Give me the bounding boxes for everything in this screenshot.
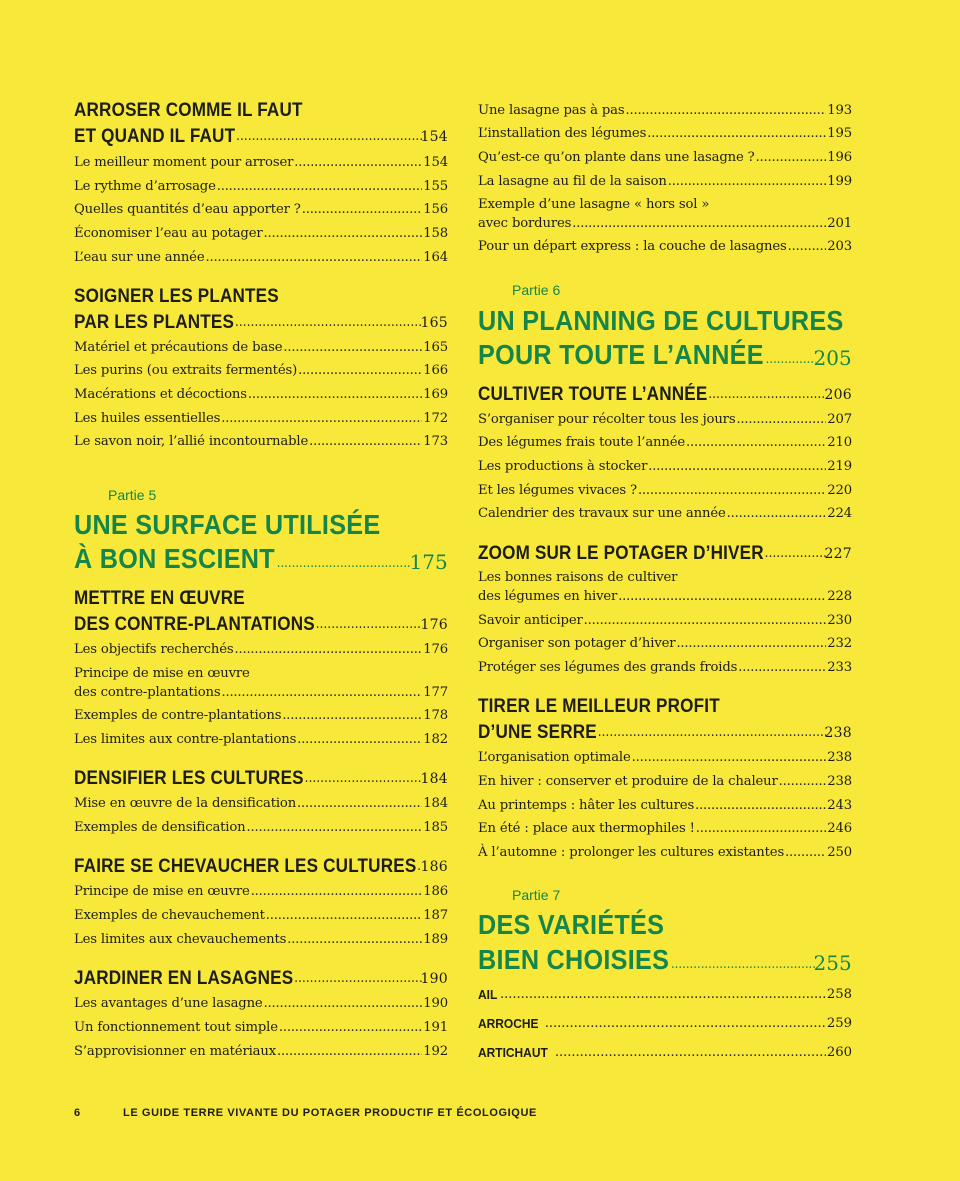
entry-label: Principe de mise en œuvre: [74, 884, 250, 899]
page-number: 224: [827, 506, 852, 521]
entry-label: L’eau sur une année: [74, 250, 205, 265]
toc-entry[interactable]: [478, 457, 852, 477]
section-title-companion: METTRE EN ŒUVRE: [74, 588, 245, 609]
toc-entry[interactable]: [478, 796, 852, 816]
page-number: 173: [423, 434, 448, 449]
toc-section-entry[interactable]: [74, 311, 448, 335]
page-number: 192: [423, 1044, 448, 1059]
page-number: 155: [423, 179, 448, 194]
page-number: 187: [423, 908, 448, 923]
entry-label: Une lasagne pas à pas: [478, 103, 625, 118]
page-number: 191: [423, 1020, 448, 1035]
toc-entry[interactable]: [74, 409, 448, 429]
toc-part-entry[interactable]: [74, 542, 448, 576]
page-number: 203: [827, 239, 852, 254]
toc-section-entry[interactable]: [74, 967, 448, 991]
entry-label: Exemples de densification: [74, 820, 246, 835]
entry-label: Des légumes frais toute l’année: [478, 435, 686, 450]
page-number: 207: [827, 412, 852, 427]
page-number: 238: [824, 725, 852, 741]
page-number: 186: [420, 859, 449, 875]
page-number: 176: [423, 642, 448, 657]
toc-entry[interactable]: [478, 819, 852, 839]
entry-label: Un fonctionnement tout simple: [74, 1020, 278, 1035]
section-title-line: PAR LES PLANTES: [74, 312, 235, 333]
toc-entry[interactable]: [74, 200, 448, 220]
page-number: 166: [423, 363, 448, 378]
toc-entry[interactable]: [478, 148, 852, 168]
page-number: 210: [827, 435, 852, 450]
toc-entry[interactable]: [74, 706, 448, 726]
page-number: 165: [423, 340, 448, 355]
page-number: 259: [826, 1016, 852, 1031]
page-number: 172: [423, 411, 448, 426]
page-number: 201: [827, 216, 852, 231]
page-number: 246: [827, 821, 852, 836]
page-number: 243: [827, 798, 852, 813]
page-number: 258: [826, 987, 852, 1002]
part-title-line: UN PLANNING DE CULTURES: [478, 305, 844, 336]
toc-entry[interactable]: [478, 172, 852, 192]
entry-label: Exemples de chevauchement: [74, 908, 265, 923]
page-number: 199: [827, 174, 852, 189]
entry-label: S’approvisionner en matériaux: [74, 1044, 277, 1059]
toc-entry[interactable]: [478, 237, 852, 257]
entry-label: Quelles quantités d’eau apporter ?: [74, 202, 301, 217]
entry-label: À l’automne : prolonger les cultures existantes: [478, 845, 785, 860]
entry-label: Les limites aux chevauchements: [74, 932, 287, 947]
page-number: 196: [827, 150, 852, 165]
page-number: 227: [824, 546, 852, 562]
entry-label: S’organiser pour récolter tous les jours: [478, 412, 736, 427]
toc-section-entry[interactable]: [74, 613, 448, 637]
entry-label: En été : place aux thermophiles !: [478, 821, 695, 836]
page-number: 189: [423, 932, 448, 947]
toc-entry[interactable]: [74, 248, 448, 268]
entry-label: des contre-plantations: [74, 685, 221, 700]
toc-entry[interactable]: [478, 410, 852, 430]
entry-label: Organiser son potager d’hiver: [478, 636, 676, 651]
page-number: 185: [423, 820, 448, 835]
part-title-line: UNE SURFACE UTILISÉE: [74, 509, 381, 540]
toc-entry[interactable]: [74, 432, 448, 452]
page-number: 154: [423, 155, 448, 170]
entry-label: Les objectifs recherchés: [74, 642, 234, 657]
entry-label: Matériel et précautions de base: [74, 340, 283, 355]
page-number: 190: [420, 971, 448, 987]
page-number: 169: [423, 387, 448, 402]
entry-label: Les huiles essentielles: [74, 411, 221, 426]
toc-entry[interactable]: [74, 906, 448, 926]
entry-label: Calendrier des travaux sur une année: [478, 506, 726, 521]
section-title-line: ET QUAND IL FAUT: [74, 126, 236, 147]
section-title-line: DENSIFIER LES CULTURES: [74, 768, 304, 789]
page-number: 205: [813, 346, 852, 370]
toc-entry[interactable]: [478, 101, 852, 121]
toc-section-entry[interactable]: [478, 721, 852, 745]
page-number: 228: [827, 589, 852, 604]
toc-entry[interactable]: [478, 587, 852, 607]
page-number: 186: [423, 884, 448, 899]
toc-entry[interactable]: [74, 640, 448, 660]
page-number: 230: [827, 613, 852, 628]
vegetable-label: AIL: [478, 987, 498, 1002]
page-number: 156: [423, 202, 448, 217]
part-label: Partie 7: [512, 887, 561, 903]
entry-label: Les limites aux contre-plantations: [74, 732, 297, 747]
entry-label: Le rythme d’arrosage: [74, 179, 216, 194]
toc-entry[interactable]: [478, 658, 852, 678]
entry-label: Et les légumes vivaces ?: [478, 483, 637, 498]
vegetable-label: ARTICHAUT: [478, 1045, 548, 1060]
page-number: 164: [423, 250, 448, 265]
page-number: 154: [420, 129, 448, 145]
page-number: 177: [423, 685, 448, 700]
page-number: 233: [827, 660, 852, 675]
entry-label: des légumes en hiver: [478, 589, 618, 604]
entry-label: Les avantages d’une lasagne: [74, 996, 263, 1011]
entry-label: Macérations et décoctions: [74, 387, 247, 402]
page-number: 238: [827, 774, 852, 789]
page-number: 193: [827, 103, 852, 118]
toc-entry[interactable]: [74, 338, 448, 358]
page-number: 238: [827, 750, 852, 765]
toc-vegetable-entry[interactable]: [478, 1043, 852, 1063]
toc-part-entry[interactable]: [478, 943, 852, 977]
toc-entry[interactable]: [478, 214, 852, 234]
page-number: 206: [824, 387, 852, 403]
page-number-footer: 6: [74, 1107, 81, 1119]
part-title-line: À BON ESCIENT: [74, 543, 275, 574]
page-number: 190: [423, 996, 448, 1011]
entry-label-line: Principe de mise en œuvre: [74, 666, 250, 681]
entry-label: L’installation des légumes: [478, 126, 647, 141]
part-label: Partie 5: [108, 487, 157, 503]
entry-label-line: Exemple d’une lasagne « hors sol »: [478, 197, 710, 212]
toc-entry[interactable]: [74, 882, 448, 902]
toc-entry[interactable]: [478, 504, 852, 524]
entry-label: En hiver : conserver et produire de la chaleur: [478, 774, 778, 789]
toc-entry[interactable]: [74, 1018, 448, 1038]
toc-vegetable-entry[interactable]: [478, 985, 852, 1005]
page-number: 182: [423, 732, 448, 747]
toc-entry[interactable]: [74, 224, 448, 244]
section-title-line: JARDINER EN LASAGNES: [74, 968, 294, 989]
section-title-line: CULTIVER TOUTE L’ANNÉE: [478, 384, 708, 405]
page-number: 184: [423, 796, 448, 811]
entry-label: L’organisation optimale: [478, 750, 631, 765]
vegetable-label: ARROCHE: [478, 1016, 539, 1031]
page-number: 195: [827, 126, 852, 141]
toc-part-entry[interactable]: [478, 338, 852, 372]
page-number: 165: [420, 315, 448, 331]
page-number: 232: [827, 636, 852, 651]
toc-section-entry[interactable]: [74, 767, 448, 791]
running-title: LE GUIDE TERRE VIVANTE DU POTAGER PRODUCTIF ET ÉCOLOGIQUE: [123, 1107, 537, 1119]
part-title-line: BIEN CHOISIES: [478, 944, 670, 975]
entry-label: Qu’est-ce qu’on plante dans une lasagne ?: [478, 150, 755, 165]
entry-label: avec bordures: [478, 216, 572, 231]
page-number: 176: [420, 617, 448, 633]
entry-label: Les purins (ou extraits fermentés): [74, 363, 298, 378]
entry-label: Les productions à stocker: [478, 459, 648, 474]
entry-label: Le savon noir, l’allié incontournable: [74, 434, 309, 449]
toc-section-entry[interactable]: [478, 542, 852, 566]
toc-entry[interactable]: [74, 818, 448, 838]
section-title-watering: ARROSER COMME IL FAUT: [74, 100, 303, 121]
toc-entry[interactable]: [74, 930, 448, 950]
toc-entry[interactable]: [74, 177, 448, 197]
page-number: 260: [826, 1045, 852, 1060]
part-label: Partie 6: [512, 282, 561, 298]
entry-label: Au printemps : hâter les cultures: [478, 798, 695, 813]
entry-label: Protéger ses légumes des grands froids: [478, 660, 738, 675]
toc-entry[interactable]: [74, 1042, 448, 1062]
entry-label: Le meilleur moment pour arroser: [74, 155, 294, 170]
toc-entry[interactable]: [74, 730, 448, 750]
entry-label-line: Les bonnes raisons de cultiver: [478, 570, 678, 585]
entry-label: La lasagne au fil de la saison: [478, 174, 667, 189]
page-number: 220: [827, 483, 852, 498]
toc-section-entry[interactable]: [478, 383, 852, 407]
entry-label: Mise en œuvre de la densification: [74, 796, 297, 811]
page-number: 158: [423, 226, 448, 241]
section-title-greenhouse: TIRER LE MEILLEUR PROFIT: [478, 696, 720, 717]
page-number: 178: [423, 708, 448, 723]
toc-section-entry[interactable]: [74, 855, 448, 879]
entry-label: Exemples de contre-plantations: [74, 708, 282, 723]
part-title-line: POUR TOUTE L’ANNÉE: [478, 339, 764, 370]
entry-label: Savoir anticiper: [478, 613, 583, 628]
toc-entry[interactable]: [478, 124, 852, 144]
toc-entry[interactable]: [478, 772, 852, 792]
toc-section-entry[interactable]: [74, 125, 448, 149]
page-number: 175: [409, 550, 448, 574]
toc-entry[interactable]: [478, 611, 852, 631]
toc-entry[interactable]: [74, 794, 448, 814]
section-title-line: FAIRE SE CHEVAUCHER LES CULTURES: [74, 856, 417, 877]
toc-entry[interactable]: [478, 748, 852, 768]
page-number: 219: [827, 459, 852, 474]
section-title-plant-care: SOIGNER LES PLANTES: [74, 286, 279, 307]
toc-entry[interactable]: [74, 361, 448, 381]
page-number: 184: [420, 771, 448, 787]
entry-label: Pour un départ express : la couche de lasagnes: [478, 239, 787, 254]
toc-entry[interactable]: [74, 683, 448, 703]
section-title-line: DES CONTRE-PLANTATIONS: [74, 614, 315, 635]
toc-entry[interactable]: [478, 843, 852, 863]
toc-entry[interactable]: [74, 153, 448, 173]
toc-entry[interactable]: [74, 994, 448, 1014]
toc-vegetable-entry[interactable]: [478, 1014, 852, 1034]
toc-entry[interactable]: [478, 634, 852, 654]
part-title-line: DES VARIÉTÉS: [478, 909, 665, 940]
page-number: 250: [827, 845, 852, 860]
toc-entry[interactable]: [478, 481, 852, 501]
toc-entry[interactable]: [478, 433, 852, 453]
section-title-line: D’UNE SERRE: [478, 722, 597, 743]
toc-entry[interactable]: [74, 385, 448, 405]
entry-label: Économiser l’eau au potager: [74, 226, 263, 241]
section-title-line: ZOOM SUR LE POTAGER D’HIVER: [478, 543, 764, 564]
page-number: 255: [813, 951, 852, 975]
